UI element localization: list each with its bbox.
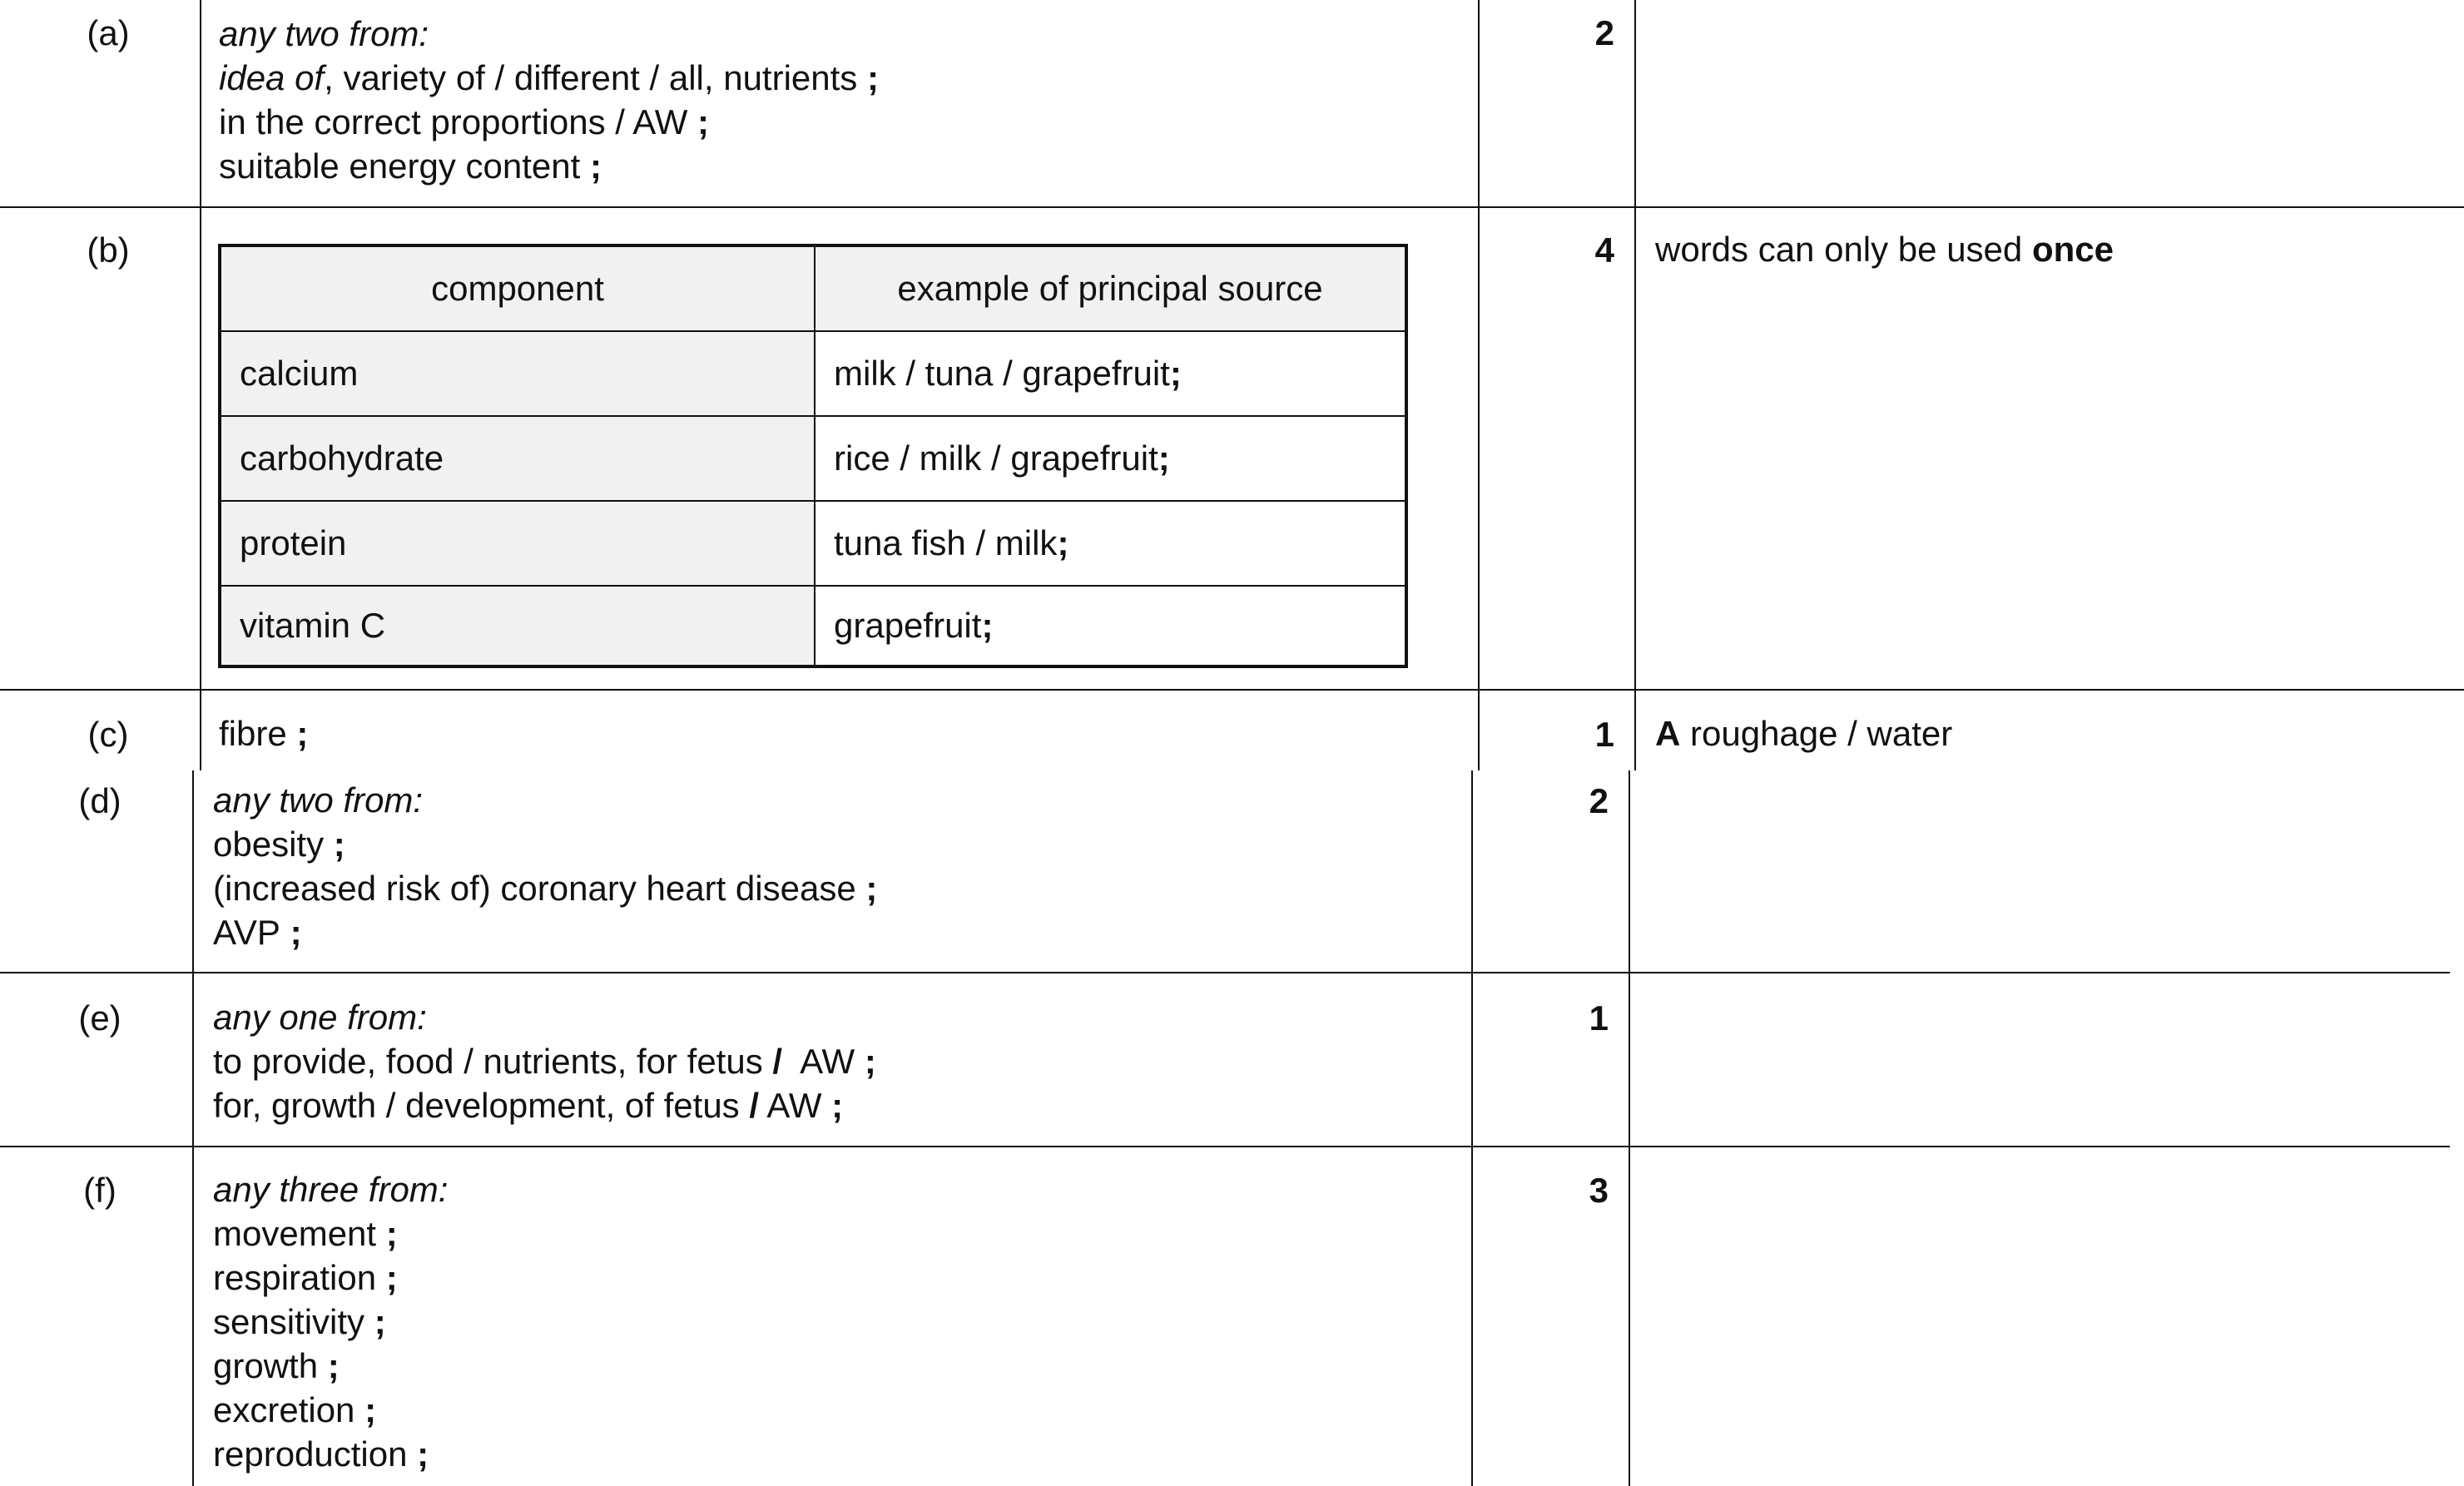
- table-header-component: component: [221, 246, 815, 331]
- row-e-line1: to provide, food / nutrients, for fetus: [213, 1042, 763, 1081]
- row-divider-e-f: [0, 1146, 2450, 1147]
- aw-text: AW: [759, 1086, 822, 1125]
- row-b-marks: 4: [1594, 230, 1614, 270]
- row-f-line5: excretion: [213, 1390, 355, 1429]
- row-c-guidance: [1655, 711, 1952, 755]
- row-a-line3: suitable energy content: [219, 146, 581, 186]
- table-header-source: example of principal source: [815, 246, 1406, 331]
- row-d-answer: [213, 778, 877, 954]
- row-d-line1: obesity: [213, 825, 325, 864]
- separator: ;: [407, 1434, 429, 1474]
- row-c-answer: [219, 711, 308, 755]
- row-divider-a-b: [0, 206, 2464, 208]
- separator: ;: [855, 1042, 876, 1081]
- row-f-line4: growth: [213, 1346, 319, 1385]
- separator: ;: [857, 58, 879, 97]
- row-f-marks: 3: [1589, 1171, 1609, 1210]
- guidance-text: roughage / water: [1680, 714, 1953, 753]
- table-row-source: [815, 586, 1406, 666]
- source-text: milk / tuna / grapefruit: [834, 354, 1170, 393]
- row-e-answer: [213, 995, 876, 1127]
- separator: ;: [324, 825, 345, 864]
- separator: ;: [364, 1302, 386, 1341]
- row-d-header: any two from:: [213, 780, 424, 820]
- row-d-marks: 2: [1589, 781, 1609, 820]
- row-f-line6: reproduction: [213, 1434, 408, 1474]
- aw-text: AW: [782, 1042, 855, 1081]
- guidance-emphasis: A: [1655, 714, 1681, 753]
- separator: ;: [376, 1214, 398, 1253]
- row-f-answer: [213, 1167, 448, 1476]
- row-e-label: (e): [78, 998, 121, 1038]
- row-a-header: any two from:: [219, 14, 429, 53]
- col-divider-label-upper: [200, 0, 201, 770]
- row-d-label: (d): [78, 781, 121, 820]
- row-a-answer: [219, 12, 879, 188]
- row-e-header: any one from:: [213, 998, 427, 1037]
- row-f-label: (f): [83, 1171, 117, 1210]
- table-row-component: protein: [221, 501, 815, 586]
- row-e-marks: 1: [1589, 998, 1609, 1038]
- separator: ;: [1057, 523, 1069, 562]
- separator: ;: [580, 146, 602, 186]
- row-d-line3: AVP: [213, 913, 280, 952]
- nutrient-source-table: [218, 244, 1408, 668]
- table-row-source: [815, 501, 1406, 586]
- row-a-line2: in the correct proportions / AW: [219, 102, 688, 141]
- row-d-line2: (increased risk of) coronary heart disease: [213, 869, 856, 908]
- table-row-source: [815, 416, 1406, 501]
- separator: ;: [354, 1390, 377, 1429]
- row-a-line1-pre: idea of: [219, 58, 325, 97]
- separator: ;: [981, 606, 994, 645]
- separator: ;: [286, 714, 309, 753]
- row-f-line3: sensitivity: [213, 1302, 365, 1341]
- slash: /: [739, 1086, 760, 1125]
- row-a-label: (a): [87, 13, 130, 52]
- table-row-component: vitamin C: [221, 586, 815, 666]
- separator: ;: [280, 913, 302, 952]
- row-divider-d-e: [0, 972, 2450, 973]
- separator: ;: [318, 1346, 340, 1385]
- row-c-marks: 1: [1594, 715, 1614, 754]
- table-row-component: calcium: [221, 331, 815, 416]
- table-row-component: carbohydrate: [221, 416, 815, 501]
- col-divider-answer-upper: [1478, 0, 1480, 770]
- guidance-emphasis: once: [2031, 230, 2114, 269]
- source-text: tuna fish / milk: [834, 523, 1058, 562]
- row-e-line2: for, growth / development, of fetus: [213, 1086, 740, 1125]
- separator: ;: [1169, 354, 1182, 393]
- row-f-line2: respiration: [213, 1258, 377, 1297]
- guidance-text: words can only be used: [1655, 230, 2023, 269]
- col-divider-answer-lower: [1471, 770, 1473, 1486]
- row-b-label: (b): [87, 230, 130, 270]
- separator: ;: [821, 1086, 844, 1125]
- row-f-line1: movement: [213, 1214, 377, 1253]
- row-a-marks: 2: [1594, 13, 1614, 52]
- separator: ;: [376, 1258, 398, 1297]
- col-divider-label-lower: [192, 770, 194, 1486]
- answer-text: fibre: [219, 714, 287, 753]
- row-f-header: any three from:: [213, 1170, 449, 1209]
- separator: ;: [1158, 438, 1170, 478]
- row-b-guidance: [1655, 227, 2114, 271]
- separator: ;: [687, 102, 710, 141]
- slash: /: [762, 1042, 783, 1081]
- row-a-line1: , variety of / different / all, nutrients: [324, 58, 858, 97]
- row-c-label: (c): [87, 715, 129, 754]
- table-row-source: [815, 331, 1406, 416]
- source-text: rice / milk / grapefruit: [834, 438, 1158, 478]
- col-divider-marks-lower: [1629, 770, 1630, 1486]
- col-divider-marks-upper: [1634, 0, 1636, 770]
- separator: ;: [855, 869, 878, 908]
- source-text: grapefruit: [834, 606, 982, 645]
- row-divider-b-c: [0, 689, 2464, 691]
